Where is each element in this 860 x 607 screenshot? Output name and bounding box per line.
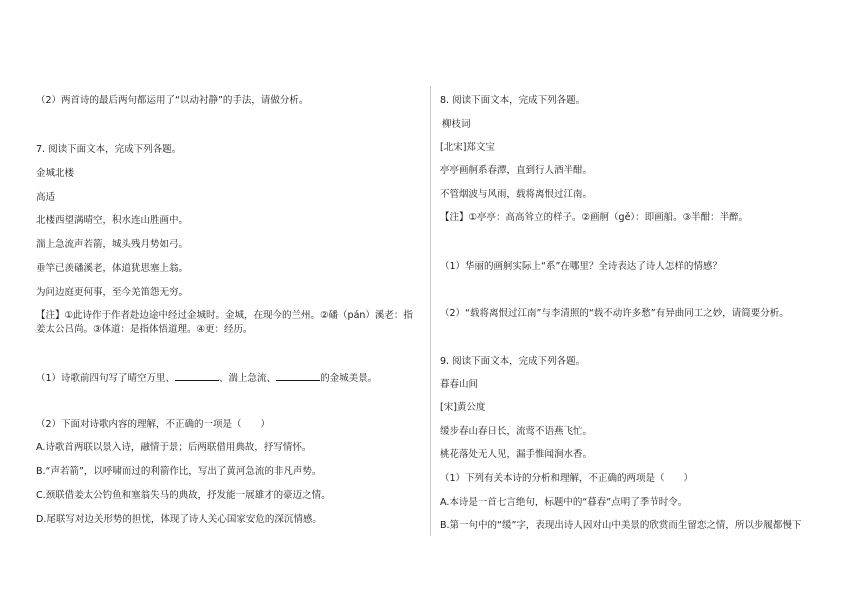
question-7-part-1 (36, 370, 377, 385)
column-divider (430, 86, 431, 536)
poem-line: 缓步春山春日长，流莺不语燕飞忙。 (440, 426, 593, 437)
poem-author: [宋]黄公度 (440, 402, 486, 413)
question-text: 、湍上急流、 (219, 373, 277, 384)
question-8-part-1: （1）华丽的画舸实际上“系”在哪里？全诗表达了诗人怎样的情感？ (440, 261, 722, 272)
option-b: B.第一句中的“缓”字，表现出诗人因对山中美景的欣赏而生留恋之情，所以步履都慢下 (440, 520, 802, 531)
poem-note: 【注】①亭亭：高高耸立的样子。②画舸（gě）：即画船。③半酣：半醉。 (440, 212, 749, 223)
question-8-part-2: （2）“载将离恨过江南”与李清照的“载不动许多愁”有异曲同工之妙，请简要分析。 (440, 308, 789, 319)
question-9-heading: 9. 阅读下面文本，完成下列各题。 (440, 356, 586, 367)
poem-line: 垂竿已羡磻溪老，体道犹思塞上翁。 (36, 263, 189, 274)
poem-title: 暮春山间 (440, 379, 479, 390)
poem-line: 湍上急流声若箭，城头残月势如弓。 (36, 239, 189, 250)
poem-note: 【注】①此诗作于作者赴边途中经过金城时。金城，在现今的兰州。②磻（pán）溪老：指姜太公吕尚。③体道：是指体悟道理。④更：经历。 (36, 310, 413, 335)
poem-line: 北楼西望满晴空，积水连山胜画中。 (36, 215, 189, 226)
poem-line: 不管烟波与风雨，载将离恨过江南。 (440, 189, 593, 200)
option-d: D.尾联写对边关形势的担忧，体现了诗人关心国家安危的深沉情感。 (36, 514, 322, 525)
question-text: （1）诗歌前四句写了晴空万里、 (36, 373, 176, 384)
question-6-part-2: （2）两首诗的最后两句都运用了“以动衬静”的手法，请做分析。 (36, 95, 309, 106)
option-c: C.颈联借姜太公钓鱼和塞翁失马的典故，抒发能一展雄才的豪迈之情。 (36, 490, 331, 501)
poem-line: 亭亭画舸系春潭，直到行人酒半酣。 (440, 165, 593, 176)
option-a: A.诗歌首两联以景入诗，融情于景；后两联借用典故，抒写情怀。 (36, 442, 312, 453)
poem-author: [北宋]郑文宝 (440, 142, 495, 153)
question-text: 的金城美景。 (320, 373, 378, 384)
question-9-part-1: （1）下列有关本诗的分析和理解，不正确的两项是（ ） (440, 473, 694, 484)
question-7-heading: 7. 阅读下面文本，完成下列各题。 (36, 144, 182, 155)
poem-line: 为问边庭更何事，至今羌笛怨无穷。 (36, 287, 189, 298)
answer-blank[interactable] (175, 370, 219, 381)
question-8-heading: 8. 阅读下面文本，完成下列各题。 (440, 95, 586, 106)
option-b: B.“声若箭”，以呼啸而过的利箭作比，写出了黄河急流的非凡声势。 (36, 466, 322, 477)
poem-title: 金城北楼 (36, 168, 75, 179)
question-7-part-2: （2）下面对诗歌内容的理解，不正确的一项是（ ） (36, 419, 271, 430)
option-a: A.本诗是一首七言绝句，标题中的“暮春”点明了季节时令。 (440, 497, 688, 508)
poem-title: 柳枝词 (442, 119, 471, 130)
poem-author: 高适 (36, 192, 56, 203)
poem-line: 桃花落处无人见，漏手惟闻涧水香。 (440, 449, 593, 460)
answer-blank[interactable] (276, 370, 320, 381)
